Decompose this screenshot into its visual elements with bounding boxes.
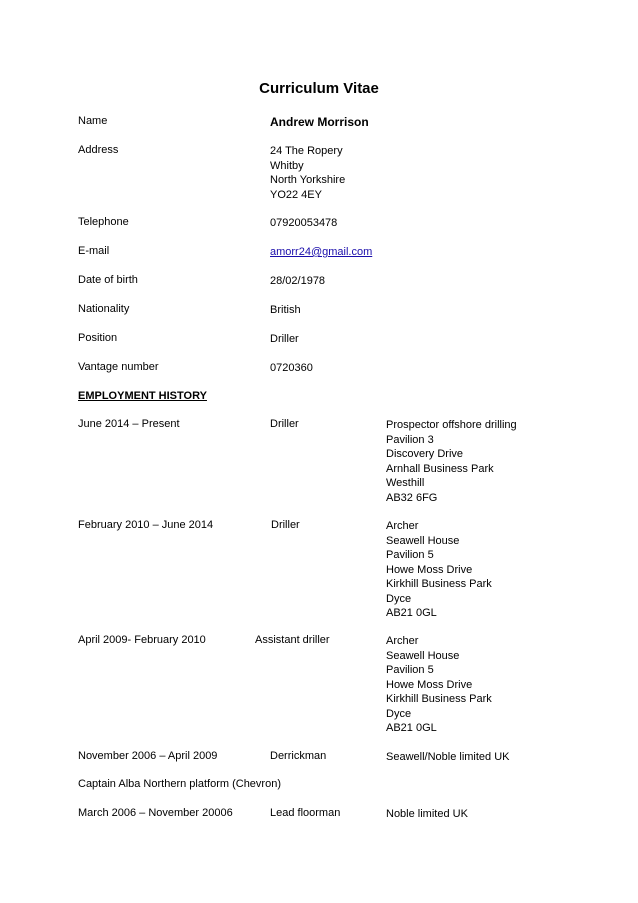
address-line: 24 The Ropery bbox=[270, 145, 343, 157]
company-line: AB32 6FG bbox=[386, 491, 438, 504]
address-line: Whitby bbox=[270, 159, 304, 172]
company-line: Pavilion 3 bbox=[386, 433, 434, 446]
address-value bbox=[270, 144, 345, 202]
telephone-label: Telephone bbox=[78, 216, 129, 228]
job-dates: June 2014 – Present bbox=[78, 418, 180, 430]
company-line: Westhill bbox=[386, 477, 425, 489]
job-role: Assistant driller bbox=[255, 634, 330, 646]
dob-value: 28/02/1978 bbox=[270, 275, 326, 287]
company-line: Pavilion 5 bbox=[386, 549, 434, 561]
vantage-value: 0720360 bbox=[270, 362, 313, 374]
company-line: Noble limited UK bbox=[386, 808, 468, 820]
job-role: Driller bbox=[270, 418, 299, 430]
job-dates: February 2010 – June 2014 bbox=[78, 519, 214, 531]
address-line: YO22 4EY bbox=[270, 188, 322, 201]
email-link[interactable]: amorr24@gmail.com bbox=[270, 246, 373, 258]
company-line: Archer bbox=[386, 635, 419, 647]
company-line: Kirkhill Business Park bbox=[386, 578, 492, 590]
company-line: Arnhall Business Park bbox=[386, 462, 494, 475]
company-line: Seawell House bbox=[386, 534, 460, 547]
job-role: Driller bbox=[271, 519, 300, 531]
employment-heading: EMPLOYMENT HISTORY bbox=[78, 390, 207, 402]
company-line: Seawell/Noble limited UK bbox=[386, 751, 510, 763]
company-line: Howe Moss Drive bbox=[386, 678, 473, 691]
company-line: Seawell House bbox=[386, 649, 460, 662]
position-value: Driller bbox=[270, 333, 299, 345]
company-line: Prospector offshore drilling bbox=[386, 419, 517, 431]
company-line: Kirkhill Business Park bbox=[386, 693, 492, 705]
job-role: Lead floorman bbox=[270, 807, 341, 819]
name-value: Andrew Morrison bbox=[270, 115, 369, 129]
company-line: Discovery Drive bbox=[386, 448, 464, 460]
company-line: Pavilion 5 bbox=[386, 664, 434, 676]
name-label: Name bbox=[78, 115, 108, 127]
job-dates: November 2006 – April 2009 bbox=[78, 750, 218, 762]
company-line: Dyce bbox=[386, 592, 412, 605]
vantage-label: Vantage number bbox=[78, 361, 159, 373]
nationality-label: Nationality bbox=[78, 303, 130, 315]
job-dates: March 2006 – November 20006 bbox=[78, 807, 233, 819]
company-line: AB21 0GL bbox=[386, 607, 437, 619]
job-company bbox=[386, 418, 517, 505]
email-label: E-mail bbox=[78, 245, 110, 257]
platform-note: Captain Alba Northern platform (Chevron) bbox=[78, 778, 281, 790]
company-line: Howe Moss Drive bbox=[386, 563, 473, 576]
company-line: Dyce bbox=[386, 707, 412, 720]
document-title: Curriculum Vitae bbox=[259, 80, 379, 97]
job-company bbox=[386, 807, 468, 822]
job-company bbox=[386, 519, 492, 621]
telephone-value: 07920053478 bbox=[270, 217, 338, 229]
position-label: Position bbox=[78, 332, 118, 344]
job-company bbox=[386, 634, 492, 736]
nationality-value: British bbox=[270, 304, 301, 316]
address-line: North Yorkshire bbox=[270, 174, 346, 186]
company-line: Archer bbox=[386, 520, 419, 532]
address-label: Address bbox=[78, 144, 119, 156]
dob-label: Date of birth bbox=[78, 274, 138, 286]
job-company bbox=[386, 750, 510, 765]
job-dates: April 2009- February 2010 bbox=[78, 634, 206, 646]
job-role: Derrickman bbox=[270, 750, 327, 762]
company-line: AB21 0GL bbox=[386, 722, 437, 734]
